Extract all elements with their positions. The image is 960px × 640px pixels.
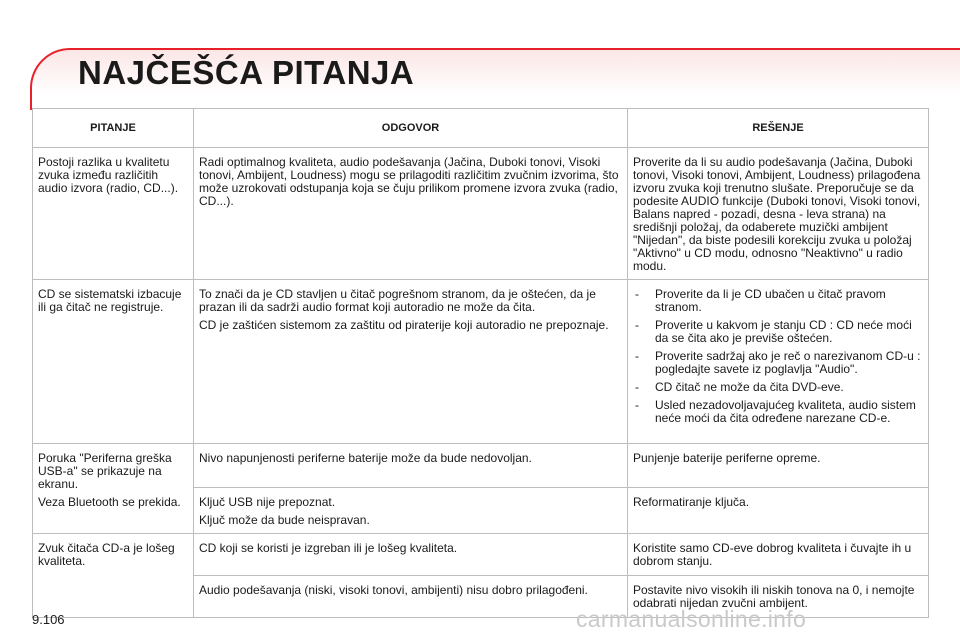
header-solution: REŠENJE	[628, 109, 929, 148]
solution-list	[633, 288, 923, 425]
solution-cell: Punjenje baterije periferne opreme.	[628, 444, 929, 488]
solution-cell: Reformatiranje ključa.	[628, 488, 929, 534]
page-title: NAJČEŠĆA PITANJA	[78, 54, 415, 91]
answer-cell	[194, 280, 628, 444]
solution-cell: Postavite nivo visokih ili niskih tonova na 0, i nemojte odabrati nijedan zvučni ambijent.	[628, 576, 929, 618]
page-number: 9.106	[32, 612, 65, 627]
answer-paragraph: CD je zaštićen sistemom za zaštitu od piraterije koji autoradio ne prepoznaje.	[199, 318, 609, 332]
faq-table-container	[32, 108, 928, 618]
header-answer: ODGOVOR	[194, 109, 628, 148]
list-item: - Proverite u kakvom je stanju CD : CD neće moći da se čita ako je previše oštećen.	[633, 319, 923, 345]
solution-cell: Koristite samo CD-eve dobrog kvaliteta i čuvajte ih u dobrom stanju.	[628, 534, 929, 576]
list-item: - Proverite da li je CD ubačen u čitač pravom stranom.	[633, 288, 923, 314]
question-cell: Zvuk čitača CD-a je lošeg kvaliteta.	[33, 534, 194, 618]
table-row	[33, 148, 929, 280]
list-item: - CD čitač ne može da čita DVD-eve.	[633, 381, 923, 394]
solution-cell	[628, 280, 929, 444]
question-cell: Postoji razlika u kvalitetu zvuka između različitih audio izvora (radio, CD...).	[33, 148, 194, 280]
answer-cell: Audio podešavanja (niski, visoki tonovi, ambijenti) nisu dobro prilagođeni.	[194, 576, 628, 618]
answer-cell: Nivo napunjenosti periferne baterije može da bude nedovoljan.	[194, 444, 628, 488]
list-item: - Usled nezadovoljavajućeg kvaliteta, audio sistem neće moći da čita određene narezane CD-e.	[633, 399, 923, 425]
header-question: PITANJE	[33, 109, 194, 148]
answer-paragraph: To znači da je CD stavljen u čitač pogrešnom stranom, da je oštećen, da je prazan ili da sadrži audio format koji autoradio ne može da čita.	[199, 287, 596, 314]
answer-cell	[194, 488, 628, 534]
list-item: - Proverite sadržaj ako je reč o narezivanom CD-u : pogledajte savete iz poglavlja "Audio".	[633, 350, 923, 376]
watermark: carmanualsonline.info	[576, 606, 807, 632]
solution-cell: Proverite da li su audio podešavanja (Jačina, Duboki tonovi, Visoki tonovi, Ambijent, Loudness) prilagođena izvoru zvuka koji trenutno slušate. Preporučuje se da podesite AUDIO funkcije (Duboki tonovi, Visoki tonovi, Balans napred - pozadi, desna - leva strana) na središnji položaj, da odaberete muzički ambijent "Nijedan", da biste podesili korekciju zvuka u položaj "Aktivno" u CD modu, odnosno "Neaktivno" u radio modu.	[628, 148, 929, 280]
answer-cell: Radi optimalnog kvaliteta, audio podešavanja (Jačina, Duboki tonovi, Visoki tonovi, Ambijent, Loudness) mogu se prilagoditi različitim zvučnim izvorima, što može uzrokovati odstupanja koja se čuju prilikom promene izvora zvuka (radio, CD...).	[194, 148, 628, 280]
table-header-row	[33, 109, 929, 148]
question-paragraph: Veza Bluetooth se prekida.	[38, 495, 181, 509]
answer-paragraph: Ključ USB nije prepoznat.	[199, 495, 336, 509]
table-row	[33, 444, 929, 488]
question-paragraph: Poruka "Periferna greška USB-a" se prikazuje na ekranu.	[38, 451, 172, 491]
question-cell	[33, 444, 194, 534]
answer-paragraph: Ključ može da bude neispravan.	[199, 513, 370, 527]
question-cell: CD se sistematski izbacuje ili ga čitač ne registruje.	[33, 280, 194, 444]
faq-table	[32, 108, 929, 618]
table-row	[33, 534, 929, 576]
table-row	[33, 280, 929, 444]
answer-cell: CD koji se koristi je izgreban ili je lošeg kvaliteta.	[194, 534, 628, 576]
